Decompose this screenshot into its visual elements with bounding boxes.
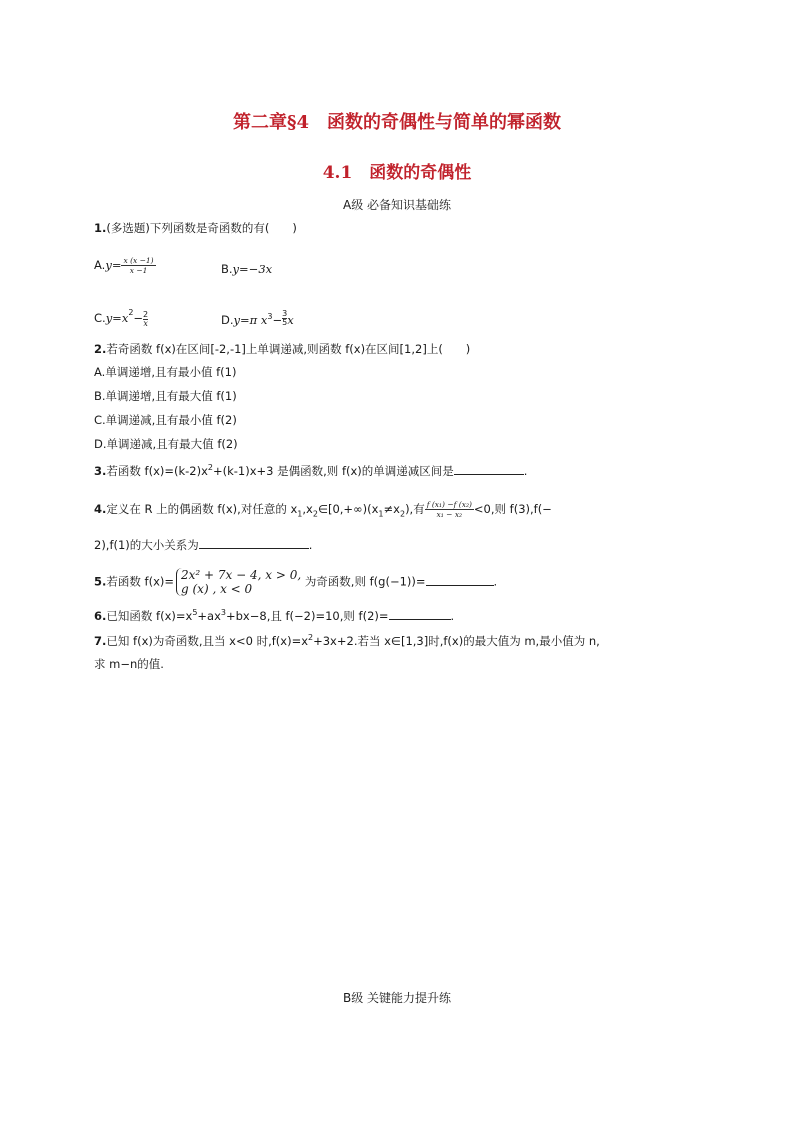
question-number: 5. — [94, 574, 107, 589]
question-7-line-2: 求 m−n的值. — [94, 657, 164, 671]
option-label: D. — [221, 312, 234, 327]
option-expr: y=π x — [233, 312, 268, 327]
stem-part: 已知 f(x)为奇函数,且当 x<0 时,f(x)=x — [106, 633, 309, 648]
period: . — [450, 608, 455, 623]
exponent: 2 — [207, 463, 213, 472]
q2-option-a: A.单调递增,且有最小值 f(1) — [94, 365, 237, 379]
question-7 — [94, 630, 600, 649]
exponent: 3 — [220, 608, 226, 617]
answer-blank[interactable] — [426, 573, 494, 586]
option-label: C. — [94, 311, 106, 325]
stem-part: +ax — [197, 608, 221, 623]
q1-option-c — [94, 309, 148, 328]
denominator: x₁ − x₂ — [436, 510, 463, 519]
stem-part: 若函数 f(x)=(k-2)x — [106, 463, 208, 478]
q1-option-a — [94, 256, 156, 275]
question-number: 2. — [94, 342, 107, 356]
denominator: x −1 — [129, 266, 148, 275]
option-expr: y= — [105, 258, 122, 272]
stem-part: 已知函数 f(x)=x — [106, 608, 193, 623]
q1-option-d — [221, 309, 294, 328]
denominator: x — [143, 319, 148, 328]
level-a-heading: A级 必备知识基础练 — [342, 198, 452, 212]
piecewise-brace — [176, 568, 301, 596]
level-b-heading: B级 关键能力提升练 — [342, 991, 452, 1005]
fraction — [121, 256, 155, 275]
case-2: g (x) , x < 0 — [181, 582, 253, 596]
chapter-title: 第二章§4 函数的奇偶性与简单的幂函数 — [233, 112, 561, 133]
exponent: 2 — [308, 633, 314, 642]
option-label: B. — [221, 262, 233, 276]
question-number: 7. — [94, 633, 107, 648]
answer-blank[interactable] — [199, 536, 309, 549]
numerator: 2 — [143, 310, 149, 319]
stem-part: +3x+2.若当 x∈[1,3]时,f(x)的最大值为 m,最小值为 n, — [313, 633, 600, 648]
subscript: 2 — [312, 509, 318, 519]
stem-part: ,x — [302, 502, 313, 516]
case-1: 2x² + 7x − 4, x > 0, — [181, 568, 302, 582]
minus-sign: − — [133, 311, 144, 325]
answer-blank[interactable] — [389, 607, 451, 620]
question-2 — [94, 341, 470, 357]
stem-part: 若函数 f(x)= — [106, 574, 174, 589]
answer-blank[interactable] — [454, 462, 524, 475]
stem-part: 为奇函数,则 f(g(−1))= — [304, 574, 426, 589]
stem-part: 定义在 R 上的偶函数 f(x),对任意的 x — [106, 502, 298, 516]
q2-option-c: C.单调递减,且有最小值 f(2) — [94, 413, 237, 427]
question-stem: (多选题)下列函数是奇函数的有( ) — [106, 221, 297, 235]
subscript: 2 — [399, 509, 406, 519]
q2-option-d: D.单调递减,且有最大值 f(2) — [94, 437, 238, 451]
stem-part: 2),f(1)的大小关系为 — [94, 538, 199, 552]
section-title: 4.1 函数的奇偶性 — [322, 163, 472, 183]
fraction — [425, 500, 474, 519]
minus-sign: − — [272, 312, 283, 327]
question-4 — [94, 500, 552, 522]
question-stem: 若奇函数 f(x)在区间[-2,-1]上单调递减,则函数 f(x)在区间[1,2]上( ) — [106, 342, 471, 356]
exponent: 3 — [267, 312, 273, 321]
stem-part: <0,则 f(3),f(− — [473, 502, 552, 516]
q2-option-b: B.单调递增,且有最大值 f(1) — [94, 389, 237, 403]
question-number: 4. — [94, 502, 107, 516]
subscript: 1 — [378, 509, 384, 519]
option-expr: y=x — [105, 311, 129, 325]
q1-option-b — [221, 261, 272, 277]
stem-part: +bx−8,且 f(−2)=10,则 f(2)= — [226, 608, 389, 623]
question-number: 1. — [94, 221, 107, 235]
question-4-line-2 — [94, 536, 312, 553]
exp-num: 2 — [128, 308, 134, 317]
subscript: 1 — [297, 509, 303, 519]
question-number: 6. — [94, 608, 107, 623]
option-expr: y=−3x — [232, 262, 273, 276]
question-number: 3. — [94, 463, 107, 478]
question-6 — [94, 605, 454, 624]
stem-part: ∈[0,+∞)(x — [317, 502, 379, 516]
question-3 — [94, 460, 527, 479]
question-5 — [94, 568, 497, 596]
question-1 — [94, 220, 297, 236]
fraction — [143, 311, 148, 328]
stem-part: +(k-1)x+3 是偶函数,则 f(x)的单调递减区间是 — [213, 463, 454, 478]
exponent: 5 — [192, 608, 198, 617]
option-label: A. — [94, 258, 106, 272]
stem-part: ),有 — [405, 502, 425, 516]
period: . — [493, 574, 498, 589]
numerator: f (x₁) −f (x₂) — [426, 500, 472, 509]
period: . — [523, 463, 528, 478]
stem-part: ≠x — [383, 502, 400, 516]
numerator: 3 — [282, 308, 288, 318]
variable: x — [287, 312, 294, 327]
numerator: x (x −1) — [123, 256, 154, 265]
denominator: 5 — [282, 317, 288, 327]
period: . — [308, 538, 313, 552]
